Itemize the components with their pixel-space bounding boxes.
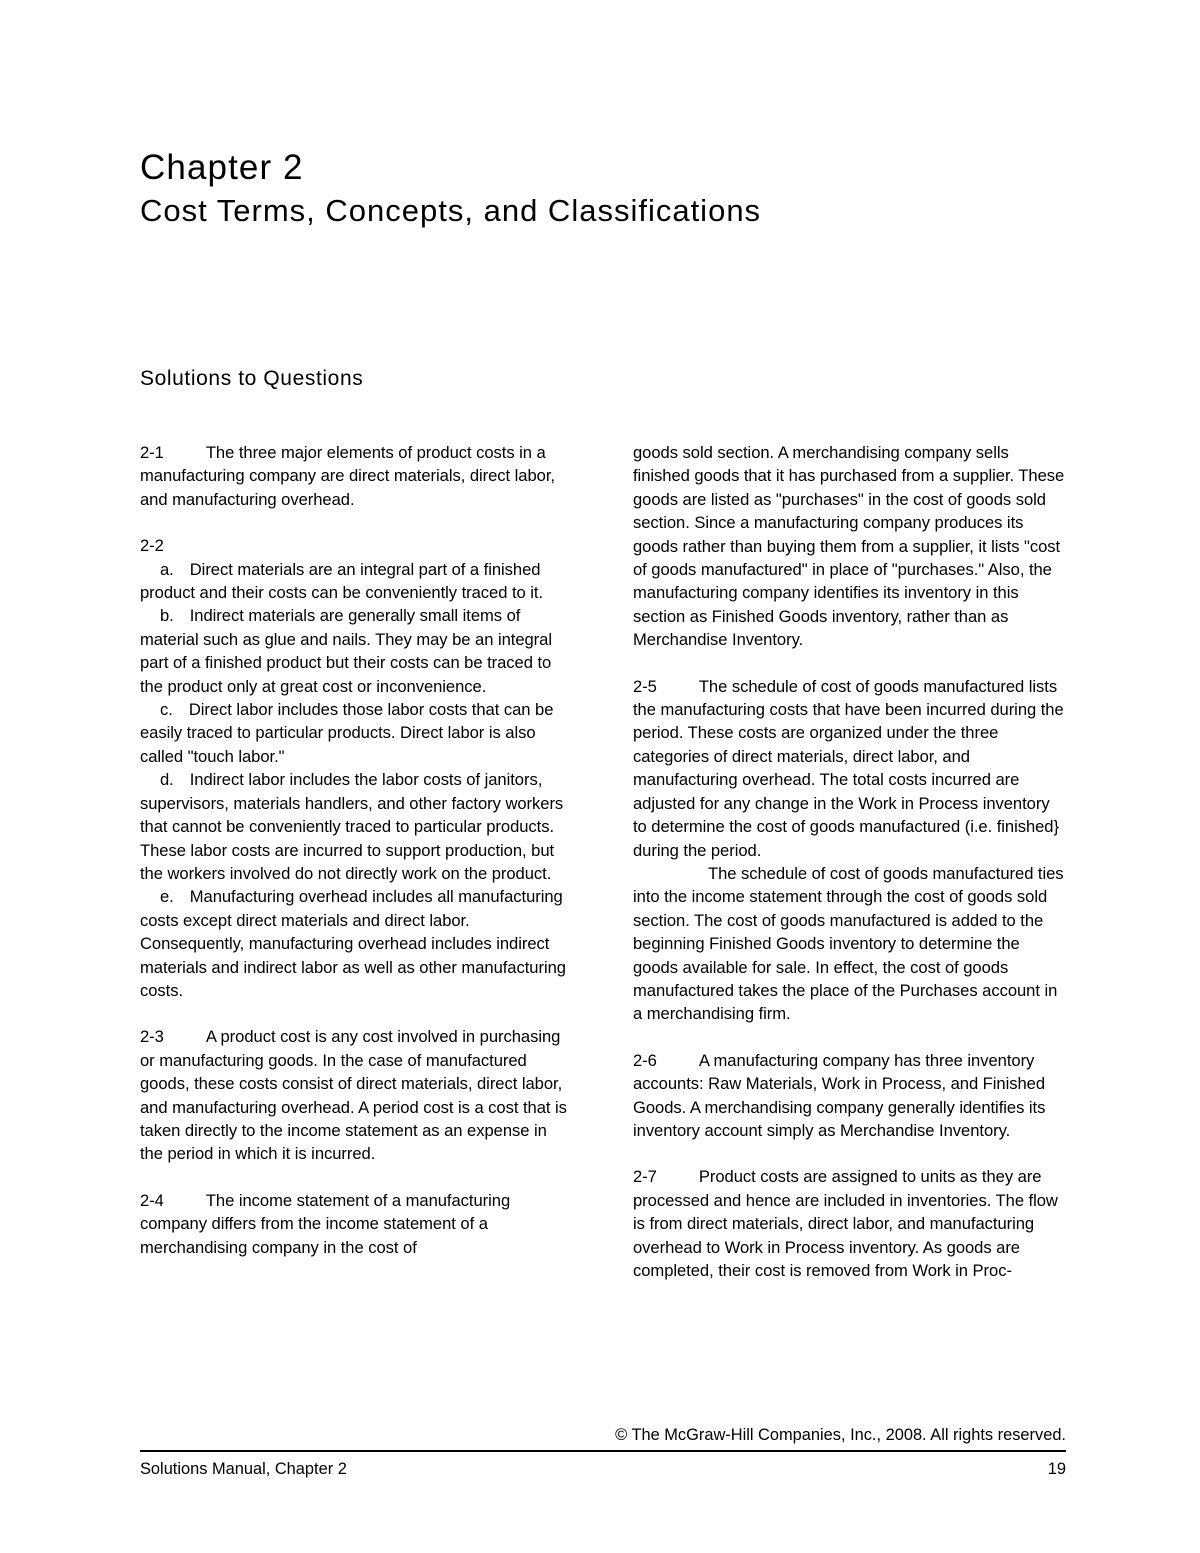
answer-2-5 <box>633 675 1066 862</box>
answer-2-2-item-b <box>140 604 573 698</box>
chapter-subtitle: Cost Terms, Concepts, and Classifications <box>140 193 762 228</box>
answer-2-2-item-e <box>140 885 573 1002</box>
item-c-text: Direct labor includes those labor costs that can be easily traced to particular products. Direct labor is also called "touch labor." <box>140 700 554 766</box>
answer-2-4-text: The income statement of a manufacturing company differs from the income statement of a merchandising company in the cost of <box>140 1190 511 1257</box>
answer-2-3 <box>140 1025 573 1165</box>
left-column <box>140 441 573 1282</box>
answer-2-2-item-a <box>140 558 573 605</box>
chapter-title: Chapter 2 <box>140 148 304 187</box>
page-footer <box>140 1424 1066 1480</box>
item-label-e: e. <box>160 887 174 907</box>
answer-2-4 <box>140 1189 573 1259</box>
answer-2-2-item-c <box>140 698 573 768</box>
item-a-text: Direct materials are an integral part of a finished product and their costs can be conveniently traced to it. <box>140 559 544 603</box>
answer-2-6 <box>633 1049 1066 1143</box>
item-e-text: Manufacturing overhead includes all manufacturing costs except direct materials and direct labor. Consequently, manufacturing overhead includes indirect materials and indirect labor as well as other manufacturing costs. <box>140 887 566 1000</box>
answer-2-5-text: The schedule of cost of goods manufactured lists the manufacturing costs that have been incurred during the period. These costs are organized under the three categories of direct materials, direct labor, and manufacturing overhead. The total costs incurred are adjusted for any change in the Work in Process inventory to determine the cost of goods manufactured (i.e. finished} during the period. <box>633 676 1064 860</box>
answer-2-1-text: The three major elements of product costs in a manufacturing company are direct materials, direct labor, and manufacturing overhead. <box>140 443 555 509</box>
answer-2-6-text: A manufacturing company has three inventory accounts: Raw Materials, Work in Process, and Finished Goods. A merchandising company generally identifies its inventory account simply as Merchandise Inventory. <box>633 1050 1046 1140</box>
body-columns <box>140 441 1066 1282</box>
item-label-a: a. <box>160 559 174 579</box>
footer-divider <box>140 1450 1066 1452</box>
item-b-text: Indirect materials are generally small items of material such as glue and nails. They may be an integral part of a finished product but their costs can be traced to the product only at great cost or inconvenience. <box>140 606 552 696</box>
answer-2-7 <box>633 1165 1066 1282</box>
answer-2-3-text: A product cost is any cost involved in purchasing or manufacturing goods. In the case of manufactured goods, these costs consist of direct materials, direct labor, and manufacturing overhead. A period cost is a cost that is taken directly to the income statement as an expense in the period in which it is incurred. <box>140 1027 567 1164</box>
answer-2-1 <box>140 441 573 511</box>
section-heading-solutions-to-questions: Solutions to Questions <box>140 367 364 390</box>
question-number-2-6: 2-6 <box>633 1050 657 1070</box>
answer-2-4-continued: goods sold section. A merchandising company sells finished goods that it has purchased from a supplier. These goods are listed as "purchases" in the cost of goods sold section. Since a manufacturing company produces its goods rather than buying them from a supplier, it lists "cost of goods manufactured" in place of "purchases." Also, the manufacturing company identifies its inventory in this section as Finished Goods inventory, rather than as Merchandise Inventory. <box>633 443 1065 650</box>
question-number-2-5: 2-5 <box>633 676 657 696</box>
item-d-text: Indirect labor includes the labor costs of janitors, supervisors, materials handlers, and other factory workers that cannot be conveniently traced to particular products. These labor costs are incurred to support production, but the workers involved do not directly work on the product. <box>140 770 564 883</box>
answer-2-2-item-d <box>140 768 573 885</box>
item-label-b: b. <box>160 606 174 626</box>
question-number-2-1: 2-1 <box>140 443 164 462</box>
page-number: 19 <box>1047 1460 1066 1478</box>
copyright-notice: © The McGraw-Hill Companies, Inc., 2008. All rights reserved. <box>615 1426 1066 1444</box>
item-label-c: c. <box>160 700 173 720</box>
footer-row <box>140 1458 1066 1480</box>
answer-2-7-text: Product costs are assigned to units as they are processed and hence are included in inventories. The flow is from direct materials, direct labor, and manufacturing overhead to Work in Process inventory. As goods are completed, their cost is removed from Work in Proc- <box>633 1167 1058 1280</box>
title-block <box>140 146 1080 232</box>
question-number-2-4: 2-4 <box>140 1190 164 1210</box>
question-number-2-2: 2-2 <box>140 536 164 556</box>
question-number-2-7: 2-7 <box>633 1167 657 1187</box>
question-number-2-3: 2-3 <box>140 1027 164 1047</box>
footer-left-text: Solutions Manual, Chapter 2 <box>140 1460 347 1478</box>
answer-2-5-second-paragraph: The schedule of cost of goods manufactured ties into the income statement through the cost of goods sold section. The cost of goods manufactured is added to the beginning Finished Goods inventory to determine the goods available for sale. In effect, the cost of goods manufactured takes the place of the Purchases account in a merchandising firm. <box>633 863 1064 1024</box>
right-column <box>633 441 1066 1282</box>
item-label-d: d. <box>160 770 174 790</box>
